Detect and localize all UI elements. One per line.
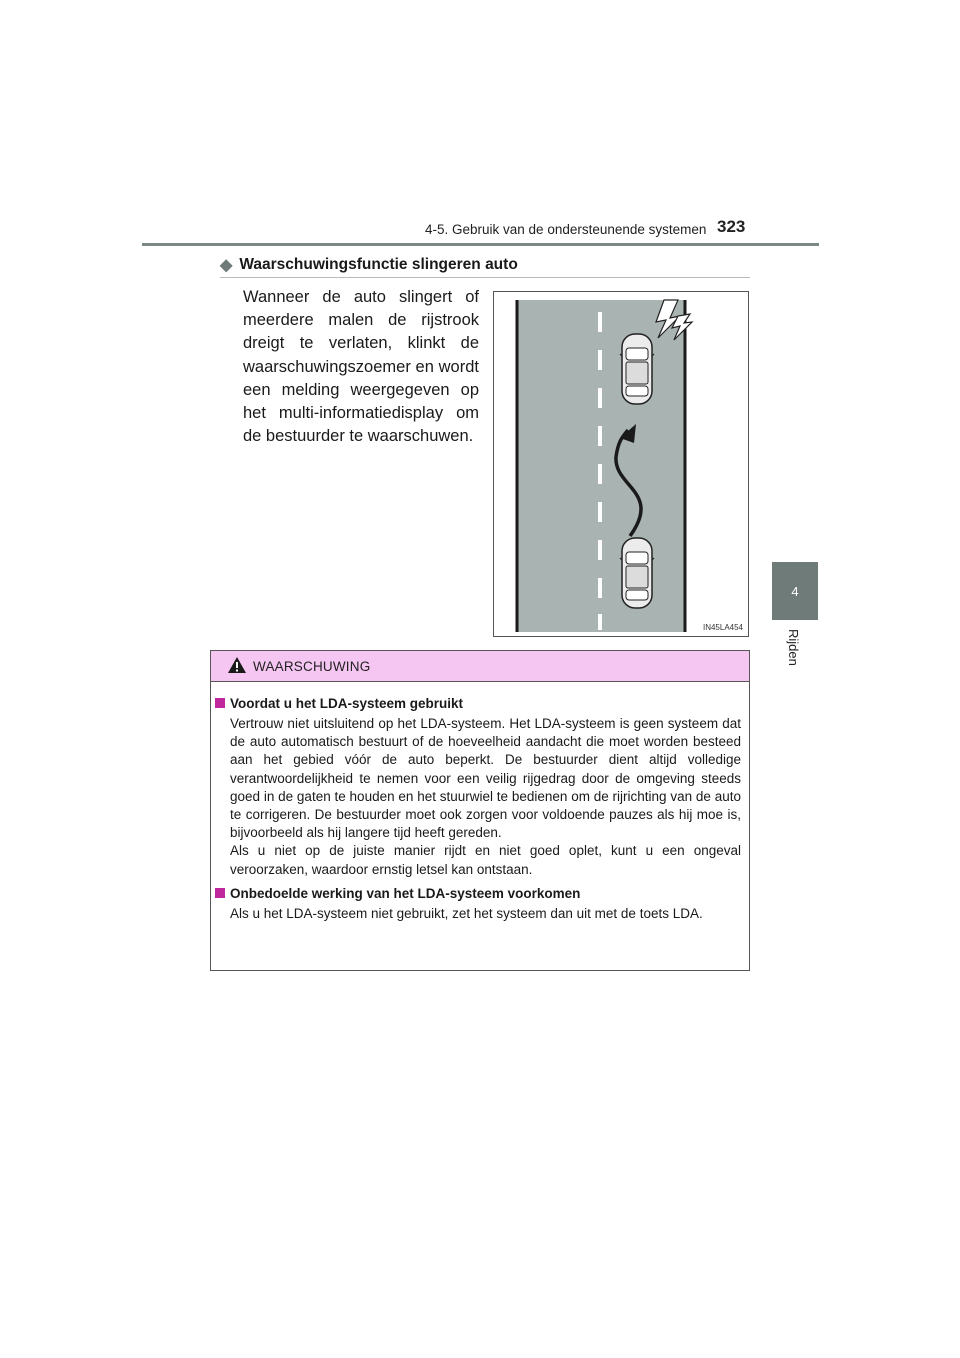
- warning-item-body: [215, 715, 741, 879]
- warning-paragraph: Als u het LDA-systeem niet gebruikt, zet het systeem dan uit met de toets LDA.: [230, 905, 703, 921]
- chapter-tab-number: 4: [791, 583, 799, 599]
- warning-item-title: Onbedoelde werking van het LDA-systeem voorkomen: [215, 885, 741, 903]
- warning-triangle-icon: [227, 656, 247, 674]
- car-bottom: [620, 538, 654, 608]
- section-body: Wanneer de auto slingert of meerdere malen de rijstrook dreigt te verlaten, klinkt de waarschuwingszoemer en wordt een melding weergegeven op het multi-informatiedisplay om de bestuurder te waarschuwen.: [243, 288, 479, 446]
- warning-header: [211, 651, 749, 682]
- warning-box: [210, 650, 750, 971]
- warning-content: [215, 695, 741, 923]
- warning-paragraph: Als u niet op de juiste manier rijdt en niet goed oplet, kunt u een ongeval veroorzaken, waardoor ernstig letsel kan ontstaan.: [230, 843, 741, 877]
- warning-item-title: Voordat u het LDA-systeem gebruikt: [215, 695, 741, 713]
- diamond-icon: ◆: [220, 257, 233, 274]
- page-number: 323: [717, 217, 746, 236]
- warning-title: WAARSCHUWING: [253, 659, 371, 674]
- section-heading: [220, 255, 518, 275]
- header-rule: [142, 243, 819, 246]
- figure-code: IN45LA454: [702, 623, 743, 632]
- chapter-tab[interactable]: [772, 562, 818, 620]
- header-section-path: 4-5. Gebruik van de ondersteunende systemen: [425, 222, 707, 237]
- section-heading-text: Waarschuwingsfunctie slingeren auto: [239, 256, 518, 273]
- warning-item-1: [215, 695, 741, 879]
- warning-item-body: [215, 905, 741, 923]
- warning-item-2: [215, 885, 741, 923]
- heading-rule: [220, 277, 750, 278]
- lane-sway-figure: [493, 291, 749, 637]
- square-bullet-icon: [215, 888, 225, 898]
- warning-paragraph: Vertrouw niet uitsluitend op het LDA-systeem. Het LDA-systeem is geen systeem dat de auto automatisch bestuurt of de hoeveelheid aandacht die moet worden besteed aan het gebied vóór de auto beperkt. De bestuurder dient altijd volledige verantwoordelijkheid te nemen voor een veilig rijgedrag door de omgeving steeds goed in de gaten te houden en het stuurwiel te bedienen om de rijrichting van de auto te corrigeren. De bestuurder moet ook zorgen voor voldoende pauzes als hij moe is, bijvoorbeeld als hij langere tijd heeft gereden.: [230, 716, 741, 841]
- square-bullet-icon: [215, 698, 225, 708]
- car-top: [620, 334, 654, 404]
- chapter-label: Rijden: [786, 629, 801, 666]
- lane-sway-illustration: [494, 292, 748, 636]
